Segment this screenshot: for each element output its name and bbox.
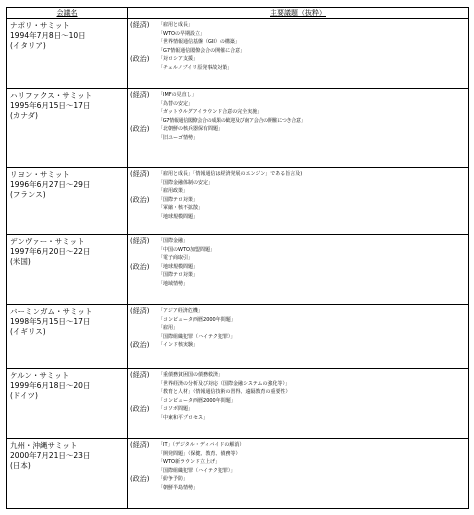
summit-name: ナポリ・サミット [10, 21, 70, 30]
topic-list [158, 307, 468, 341]
topic-group [130, 307, 468, 341]
topic-category: (経済) [130, 371, 150, 379]
topic-item: 「 ガットウルグアイラウンド合意の完全実施」 [158, 108, 468, 117]
topic-item: 「 G7情報通信閣僚会合の成果の歓迎及び南ア会合の開催につき合意」 [158, 117, 468, 126]
topics-cell [128, 305, 469, 369]
summit-country: (フランス) [10, 190, 46, 200]
topic-item: 「 世界経済の分析及び対応（国際金融システムの強化等）」 [158, 380, 468, 389]
topic-item: 「 地域情勢」 [158, 280, 468, 289]
topic-group [130, 237, 468, 263]
header-summit-name: 会議名 [7, 8, 128, 19]
topic-category: (政治) [130, 475, 150, 483]
topic-item: 「 教育と人材」（情報通信技術の習得、遠隔教育の重要性） [158, 388, 468, 397]
topic-category: (政治) [130, 262, 150, 271]
summit-country: (イギリス) [10, 327, 46, 337]
summit-date: 1995年6月15日〜17日 [10, 101, 91, 111]
topic-list [158, 237, 468, 263]
topic-group [130, 441, 468, 475]
summit-date: 2000年7月21日〜23日 [10, 451, 91, 461]
summit-date: 1998年5月15日〜17日 [10, 317, 91, 327]
topic-list [158, 371, 468, 405]
topic-list [158, 263, 468, 289]
topic-item: 「 軍縮・核不拡散」 [158, 204, 468, 213]
summit-row [7, 369, 469, 439]
summit-row [7, 305, 469, 369]
topic-item: 「 インド核実験」 [158, 341, 468, 350]
summit-country: (イタリア) [10, 41, 46, 51]
topics-cell [128, 439, 469, 509]
topics-cell [128, 19, 469, 89]
summit-name: 九州・沖縄サミット [10, 441, 78, 450]
topic-group [130, 125, 468, 142]
topic-group [130, 21, 468, 55]
topic-group [130, 55, 468, 72]
topic-item: 「 雇用政策」 [158, 187, 468, 196]
topic-item: 「 地球規模問題」 [158, 213, 468, 222]
summit-row [7, 235, 469, 305]
topic-item: 「 為替の安定」 [158, 100, 468, 109]
summit-row [7, 168, 469, 235]
summit-cell [7, 369, 128, 439]
topic-item: 「 雇用」 [158, 324, 468, 333]
summit-cell [7, 19, 128, 89]
topics-cell [128, 89, 469, 168]
topic-item: 「 雇用と成長」 [158, 21, 468, 30]
summit-name: リヨン・サミット [10, 170, 70, 179]
summit-name: バーミンガム・サミット [10, 307, 93, 316]
topic-item: 「 地球規模問題」 [158, 263, 468, 272]
topic-list [158, 125, 468, 142]
topic-list [158, 55, 468, 72]
topic-item: 「 WTO新ラウンド立上げ」 [158, 458, 468, 467]
summit-row [7, 89, 469, 168]
topic-list [158, 21, 468, 55]
topic-item: 「 国際金融」 [158, 237, 468, 246]
table-header-row [7, 8, 469, 19]
summit-cell [7, 235, 128, 305]
summit-country: (カナダ) [10, 111, 38, 121]
summit-row [7, 439, 469, 509]
topics-cell [128, 168, 469, 235]
topic-list [158, 441, 468, 475]
topic-item: 「 WTOの早期設立」 [158, 30, 468, 39]
summit-date: 1996年6月27日〜29日 [10, 180, 91, 190]
summit-name: ケルン・サミット [10, 371, 70, 380]
topic-item: 「 アジア経済危機」 [158, 307, 468, 316]
topic-category: (経済) [130, 21, 150, 29]
topic-group [130, 371, 468, 405]
topic-group [130, 475, 468, 492]
topic-item: 「 コンピュータ西暦2000年問題」 [158, 397, 468, 406]
topic-item: 「 雇用と成長」「情報通信は経済発展のエンジン」である旨言及) [158, 170, 468, 179]
topic-category: (政治) [130, 55, 150, 63]
topic-list [158, 405, 468, 422]
topic-list [158, 475, 468, 492]
summit-row [7, 19, 469, 89]
topic-item: 「 開発問題」（保健、教育、債務等） [158, 450, 468, 459]
topic-group [130, 405, 468, 422]
topic-item: 「 国際金融体制の安定」 [158, 179, 468, 188]
topic-group [130, 91, 468, 125]
topic-list [158, 341, 468, 350]
summit-name: ハリファクス・サミット [10, 91, 93, 100]
summit-country: (米国) [10, 257, 31, 267]
topic-category: (経済) [130, 237, 150, 245]
topic-item: 「 国際テロ対策」 [158, 271, 468, 280]
summit-cell [7, 168, 128, 235]
topic-item: 「 IMFの見直し」 [158, 91, 468, 100]
topic-item: 「 朝鮮半島情勢」 [158, 484, 468, 493]
topic-category: (経済) [130, 91, 150, 99]
topic-group [130, 196, 468, 222]
summit-date: 1997年6月20日〜22日 [10, 247, 91, 257]
topic-list [158, 91, 468, 125]
header-main-topics: 主要議題（抜粋） [128, 8, 469, 19]
topic-item: 「 中国のWTO加盟問題」 [158, 246, 468, 255]
topic-item: 「 旧ユーゴ情勢」 [158, 134, 468, 143]
topic-item: 「 コンピュータ西暦2000年問題」 [158, 316, 468, 325]
topic-item: 「 G7情報通信閣僚会合の開催に合意」 [158, 47, 468, 56]
topic-category: (経済) [130, 307, 150, 315]
topic-item: 「 チェルノブイリ原発事故対策」 [158, 64, 468, 73]
topic-item: 「 重債務貧困国の債務救済」 [158, 371, 468, 380]
topic-item: 「 コソボ問題」 [158, 405, 468, 414]
summit-cell [7, 305, 128, 369]
summit-name: デンヴァー・サミット [10, 237, 85, 246]
topic-item: 「 紛争予防」 [158, 475, 468, 484]
summit-date: 1994年7月8日〜10日 [10, 31, 86, 41]
topic-category: (政治) [130, 195, 150, 204]
topic-category: (経済) [130, 170, 150, 178]
topic-item: 「 電子商取引」 [158, 254, 468, 263]
topics-cell [128, 369, 469, 439]
topics-cell [128, 235, 469, 305]
topic-category: (政治) [130, 125, 150, 133]
summit-country: (ドイツ) [10, 391, 38, 401]
topic-item: 「 IT」（デジタル・ディバイドの解消） [158, 441, 468, 450]
topic-category: (政治) [130, 405, 150, 413]
summit-date: 1999年6月18日〜20日 [10, 381, 91, 391]
topic-group [130, 170, 468, 196]
topic-item: 「 北朝鮮の核兵器保有問題」 [158, 125, 468, 134]
topic-item: 「 世界情報通信基盤（GII）の構築」 [158, 38, 468, 47]
summit-rows [7, 19, 469, 509]
topic-list [158, 196, 468, 222]
summit-cell [7, 439, 128, 509]
summit-table [6, 7, 469, 509]
topic-category: (政治) [130, 341, 150, 349]
topic-item: 「 国際組織犯罪（ハイテク犯罪）」 [158, 467, 468, 476]
topic-item: 「 国際組織犯罪（ハイテク犯罪）」 [158, 333, 468, 342]
summit-country: (日本) [10, 461, 31, 471]
topic-list [158, 170, 468, 196]
topic-group [130, 263, 468, 289]
summit-cell [7, 89, 128, 168]
topic-item: 「 中東和平プロセス」 [158, 414, 468, 423]
topic-item: 「 国際テロ対策」 [158, 196, 468, 205]
topic-item: 「 対ロシア支援」 [158, 55, 468, 64]
topic-group [130, 341, 468, 350]
topic-category: (経済) [130, 441, 150, 449]
